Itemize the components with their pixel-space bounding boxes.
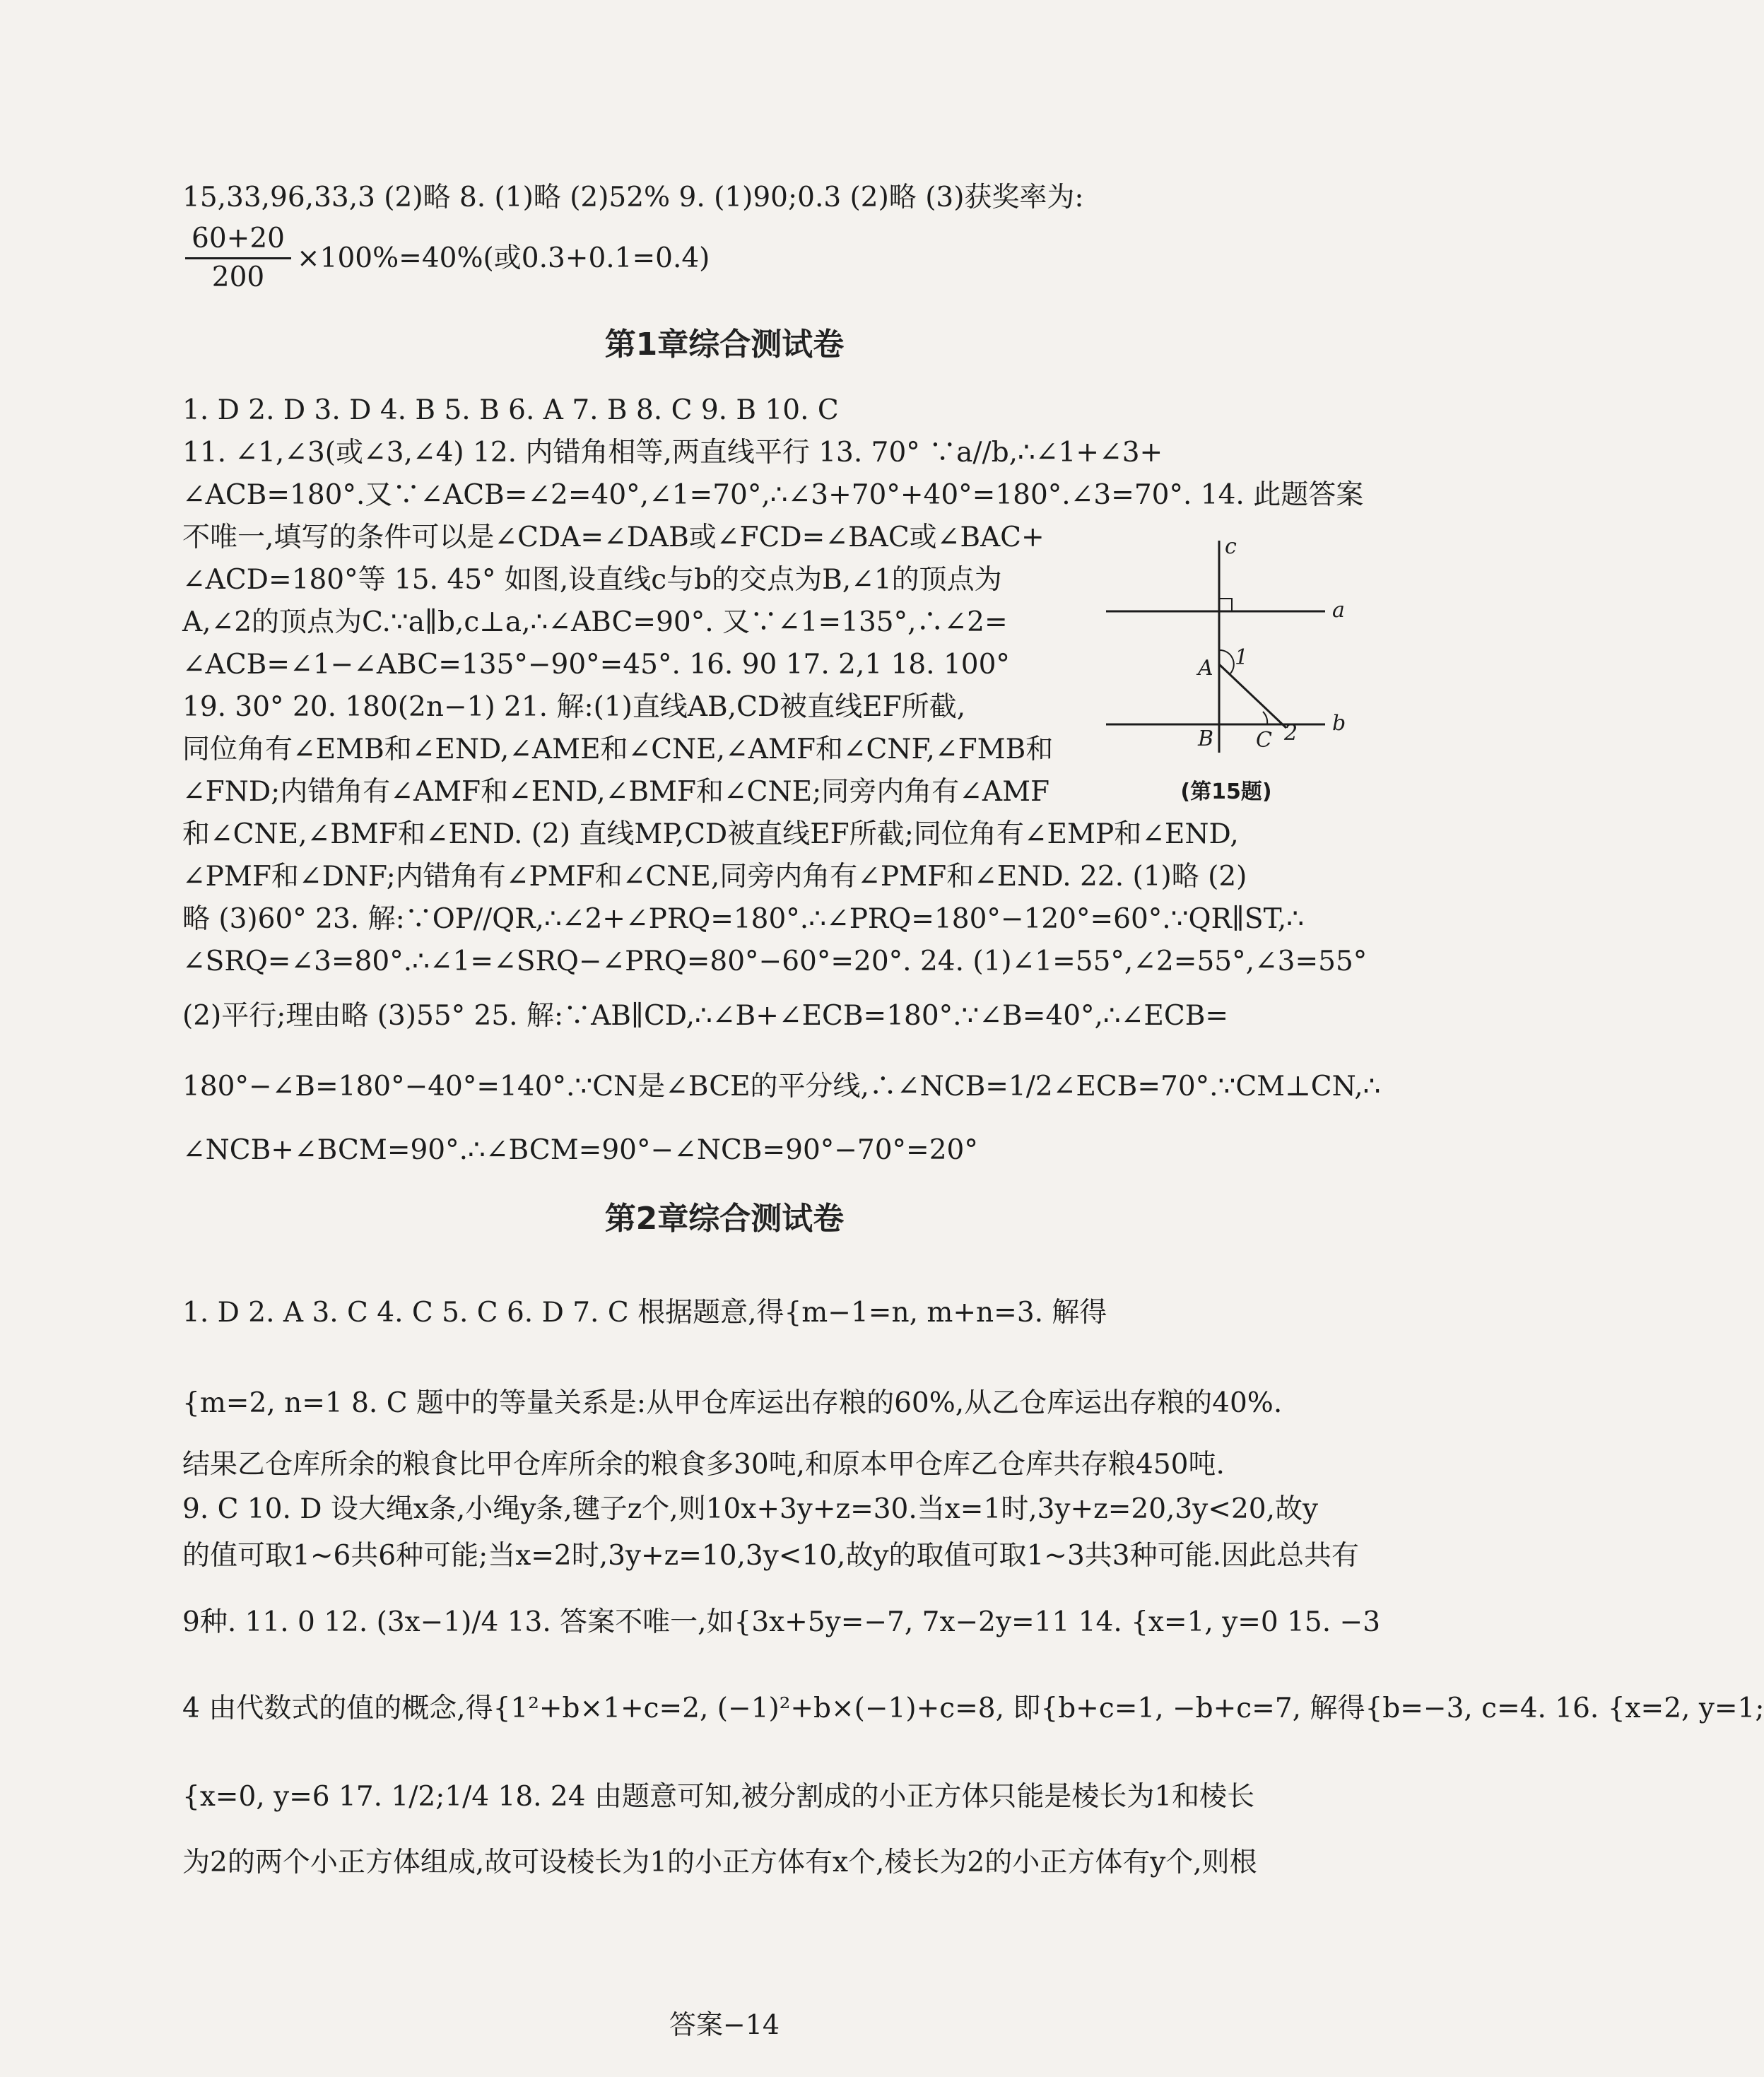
answer-line: ∠PMF和∠DNF;内错角有∠PMF和∠CNE,同旁内角有∠PMF和∠END. 22. (1)略 (2)	[182, 861, 1247, 893]
label-angle-1: 1	[1235, 645, 1249, 670]
figure-caption: (第15题)	[1180, 779, 1272, 804]
parallel-lines-diagram	[1099, 534, 1353, 767]
answer-line: 11. ∠1,∠3(或∠3,∠4) 12. 内错角相等,两直线平行 13. 70° ∵a//b,∴∠1+∠3+	[182, 437, 1163, 469]
fraction-denominator: 200	[211, 261, 265, 293]
label-angle-2: 2	[1284, 721, 1298, 746]
answer-line: 9. C 10. D 设大绳x条,小绳y条,毽子z个,则10x+3y+z=30.当x=1时,3y+z=20,3y<20,故y	[182, 1493, 1318, 1525]
page-number: 答案−14	[669, 2009, 780, 2040]
fraction-award-rate	[185, 220, 291, 296]
figure-problem-15	[1099, 534, 1353, 823]
answer-line: ∠FND;内错角有∠AMF和∠END,∠BMF和∠CNE;同旁内角有∠AMF	[182, 776, 1050, 808]
label-point-b: B	[1198, 726, 1214, 751]
answer-line: A,∠2的顶点为C.∵a∥b,c⊥a,∴∠ABC=90°. 又∵∠1=135°,∴∠2=	[182, 606, 1008, 638]
label-line-c: c	[1225, 534, 1237, 559]
answer-line: ∠NCB+∠BCM=90°.∴∠BCM=90°−∠NCB=90°−70°=20°	[182, 1134, 978, 1166]
answer-line: 结果乙仓库所余的粮食比甲仓库所余的粮食多30吨,和原本甲仓库乙仓库共存粮450吨.	[182, 1449, 1225, 1481]
answer-line: ∠SRQ=∠3=80°.∴∠1=∠SRQ−∠PRQ=80°−60°=20°. 24. (1)∠1=55°,∠2=55°,∠3=55°	[182, 946, 1368, 977]
label-point-c: C	[1256, 728, 1272, 753]
chapter1-title: 第1章综合测试卷	[604, 326, 845, 363]
answer-line: 19. 30° 20. 180(2n−1) 21. 解:(1)直线AB,CD被直线EF所截,	[182, 691, 966, 723]
answer-line: {m=2, n=1 8. C 题中的等量关系是:从甲仓库运出存粮的60%,从乙仓库运出存粮的40%.	[182, 1387, 1283, 1419]
chapter2-title: 第2章综合测试卷	[604, 1201, 845, 1237]
answer-line: 不唯一,填写的条件可以是∠CDA=∠DAB或∠FCD=∠BAC或∠BAC+	[182, 522, 1045, 553]
answer-line: ∠ACB=∠1−∠ABC=135°−90°=45°. 16. 90 17. 2,1 18. 100°	[182, 649, 1010, 681]
answer-line: 1. D 2. A 3. C 4. C 5. C 6. D 7. C 根据题意,得{m−1=n, m+n=3. 解得	[182, 1297, 1107, 1329]
answer-line: ∠ACD=180°等 15. 45° 如图,设直线c与b的交点为B,∠1的顶点为	[182, 564, 1002, 596]
label-point-a: A	[1198, 656, 1213, 681]
answer-line: ∠ACB=180°.又∵∠ACB=∠2=40°,∠1=70°,∴∠3+70°+40°=180°.∠3=70°. 14. 此题答案	[182, 479, 1364, 511]
answer-line: 略 (3)60° 23. 解:∵OP//QR,∴∠2+∠PRQ=180°.∴∠PRQ=180°−120°=60°.∵QR∥ST,∴	[182, 903, 1305, 935]
answer-line: 的值可取1~6共6种可能;当x=2时,3y+z=10,3y<10,故y的取值可取1~3共3种可能.因此总共有	[182, 1540, 1360, 1572]
answer-line: {x=0, y=6 17. 1/2;1/4 18. 24 由题意可知,被分割成的小正方体只能是棱长为1和棱长	[182, 1781, 1255, 1813]
answer-line: 1. D 2. D 3. D 4. B 5. B 6. A 7. B 8. C 9. B 10. C	[182, 394, 839, 426]
answer-line: 15,33,96,33,3 (2)略 8. (1)略 (2)52% 9. (1)90;0.3 (2)略 (3)获奖率为:	[182, 182, 1084, 213]
answer-line: 同位角有∠EMB和∠END,∠AME和∠CNE,∠AMF和∠CNF,∠FMB和	[182, 734, 1054, 765]
label-line-a: a	[1332, 598, 1345, 623]
fraction-result: ×100%=40%(或0.3+0.1=0.4)	[297, 242, 710, 274]
answer-line: 和∠CNE,∠BMF和∠END. (2) 直线MP,CD被直线EF所截;同位角有∠EMP和∠END,	[182, 818, 1239, 850]
answer-line: 为2的两个小正方体组成,故可设棱长为1的小正方体有x个,棱长为2的小正方体有y个,则根	[182, 1847, 1257, 1878]
label-line-b: b	[1332, 711, 1346, 736]
answer-line: 9种. 11. 0 12. (3x−1)/4 13. 答案不唯一,如{3x+5y=−7, 7x−2y=11 14. {x=1, y=0 15. −3	[182, 1606, 1381, 1638]
answer-line: 180°−∠B=180°−40°=140°.∵CN是∠BCE的平分线,∴∠NCB=1/2∠ECB=70°.∵CM⊥CN,∴	[182, 1071, 1381, 1102]
fraction-numerator: 60+20	[185, 220, 291, 259]
answer-line: (2)平行;理由略 (3)55° 25. 解:∵AB∥CD,∴∠B+∠ECB=180°.∵∠B=40°,∴∠ECB=	[182, 1000, 1229, 1032]
answer-line: 4 由代数式的值的概念,得{1²+b×1+c=2, (−1)²+b×(−1)+c=8, 即{b+c=1, −b+c=7, 解得{b=−3, c=4. 16. {x=2, y=1;	[182, 1693, 1764, 1724]
